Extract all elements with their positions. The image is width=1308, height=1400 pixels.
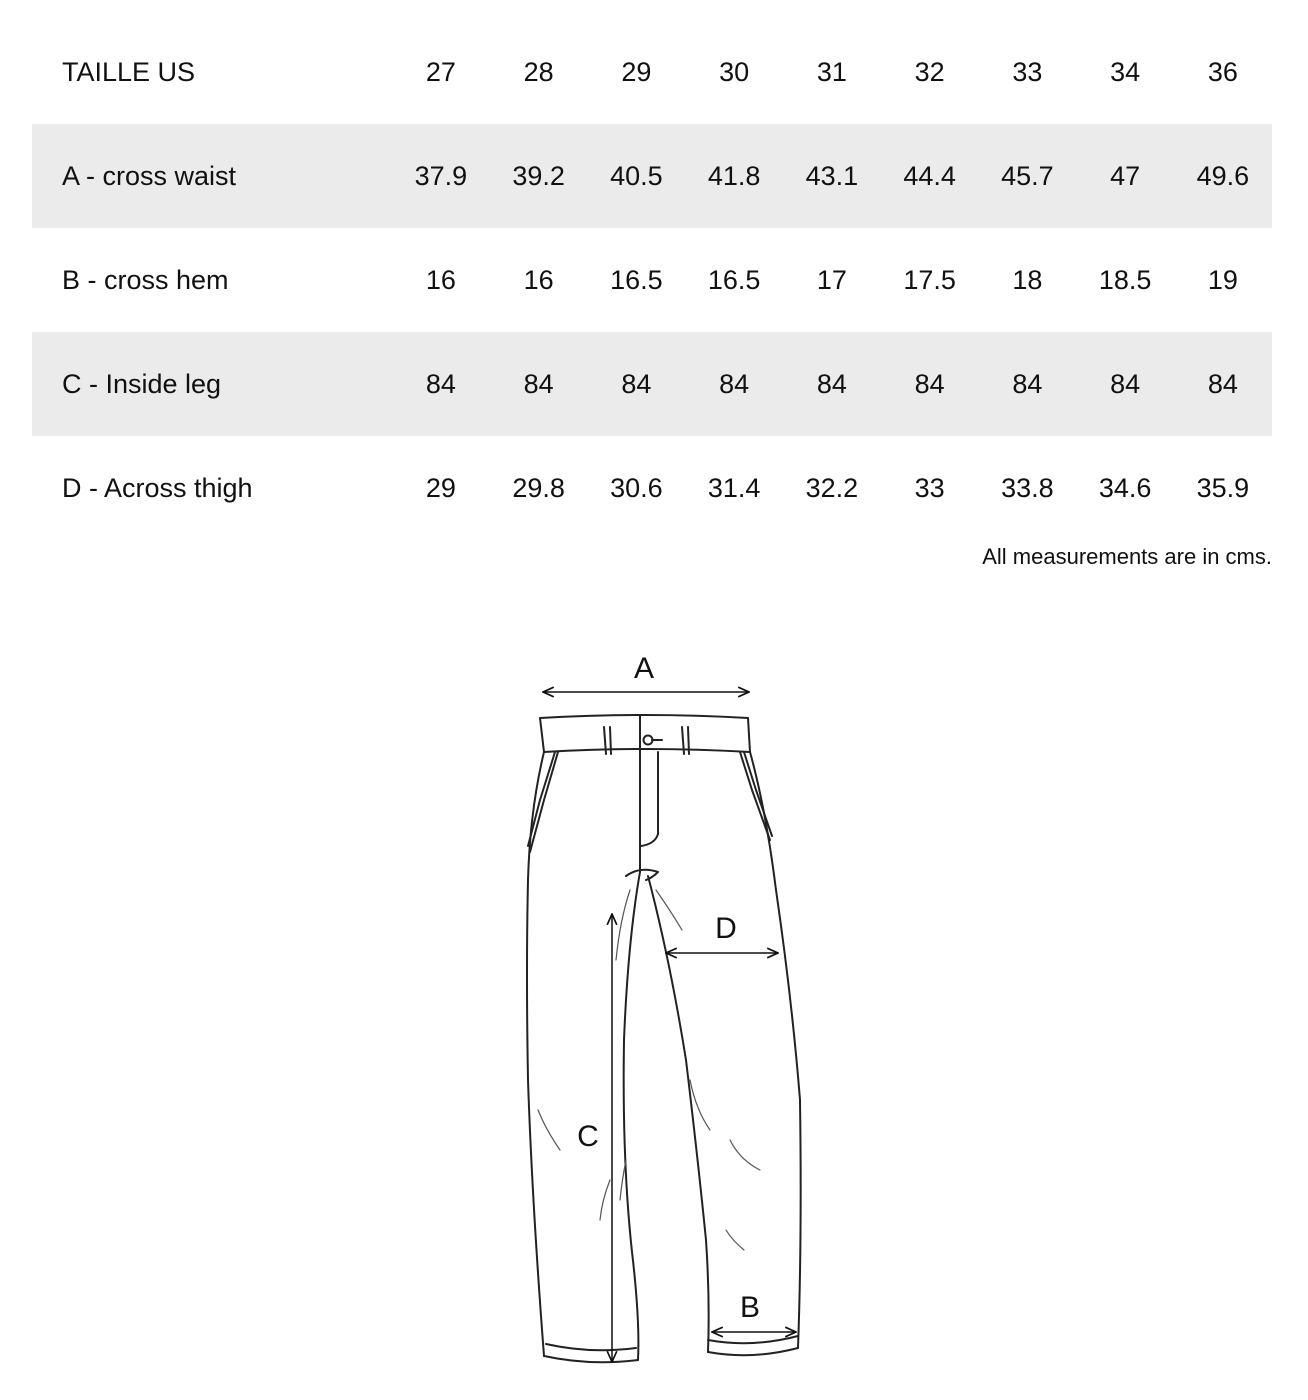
dimension-a-label: A [633, 652, 655, 685]
header-label: TAILLE US [62, 56, 196, 87]
table-cell: 32.2 [805, 472, 859, 503]
table-cell: 19 [1207, 264, 1238, 295]
table-cell: 30.6 [610, 472, 663, 503]
table-cell: 45.7 [1001, 160, 1054, 191]
table-cell: 16 [425, 264, 456, 295]
table-cell: 16 [523, 264, 554, 295]
row-label: C - Inside leg [62, 368, 222, 399]
row-label: B - cross hem [62, 264, 229, 295]
dimension-b-label: B [739, 1291, 761, 1324]
row-label: D - Across thigh [62, 472, 253, 503]
table-cell: 35.9 [1196, 472, 1250, 503]
table-cell: 29.8 [512, 472, 565, 503]
size-header-cell: 36 [1207, 56, 1238, 87]
table-cell: 49.6 [1196, 160, 1250, 191]
table-row-across-thigh [32, 436, 1272, 540]
table-cell: 43.1 [805, 160, 859, 191]
size-header-cell: 34 [1110, 56, 1141, 87]
table-cell: 37.9 [414, 160, 468, 191]
table-cell: 29 [425, 472, 456, 503]
table-cell: 84 [1012, 368, 1043, 399]
table-cell: 40.5 [610, 160, 663, 191]
table-cell: 18 [1012, 264, 1043, 295]
table-cell: 84 [523, 368, 554, 399]
table-row-cross-hem [32, 228, 1272, 332]
table-cell: 44.4 [903, 160, 956, 191]
size-header-cell: 27 [425, 56, 456, 87]
table-cell: 16.5 [610, 264, 663, 295]
table-cell: 33.8 [1001, 472, 1054, 503]
size-header-cell: 28 [523, 56, 554, 87]
table-cell: 84 [914, 368, 945, 399]
table-cell: 41.8 [707, 160, 761, 191]
table-cell: 84 [719, 368, 750, 399]
table-row-inside-leg [32, 332, 1272, 436]
table-header-row [32, 20, 1272, 124]
table-cell: 47 [1110, 160, 1141, 191]
pants-measurement-diagram [500, 640, 830, 1380]
pants-illustration [527, 715, 801, 1362]
table-cell: 17.5 [903, 264, 956, 295]
table-cell: 33 [914, 472, 945, 503]
size-header-cell: 31 [816, 56, 847, 87]
table-cell: 84 [1110, 368, 1141, 399]
table-cell: 84 [1207, 368, 1238, 399]
table-cell: 84 [621, 368, 652, 399]
table-cell: 84 [425, 368, 456, 399]
row-label: A - cross waist [62, 160, 237, 191]
dimension-d-label: D [715, 912, 737, 945]
size-header-cell: 30 [719, 56, 750, 87]
table-row-cross-waist [32, 124, 1272, 228]
table-cell: 84 [816, 368, 847, 399]
dimension-c-label: C [577, 1120, 599, 1153]
measurement-note: All measurements are in cms. [982, 544, 1272, 569]
table-cell: 18.5 [1098, 264, 1152, 295]
table-cell: 34.6 [1098, 472, 1152, 503]
size-header-cell: 32 [914, 56, 945, 87]
table-cell: 39.2 [512, 160, 565, 191]
size-header-cell: 33 [1012, 56, 1043, 87]
table-cell: 17 [816, 264, 847, 295]
size-chart-table [32, 20, 1272, 540]
table-cell: 16.5 [707, 264, 761, 295]
table-cell: 31.4 [707, 472, 761, 503]
size-header-cell: 29 [621, 56, 652, 87]
